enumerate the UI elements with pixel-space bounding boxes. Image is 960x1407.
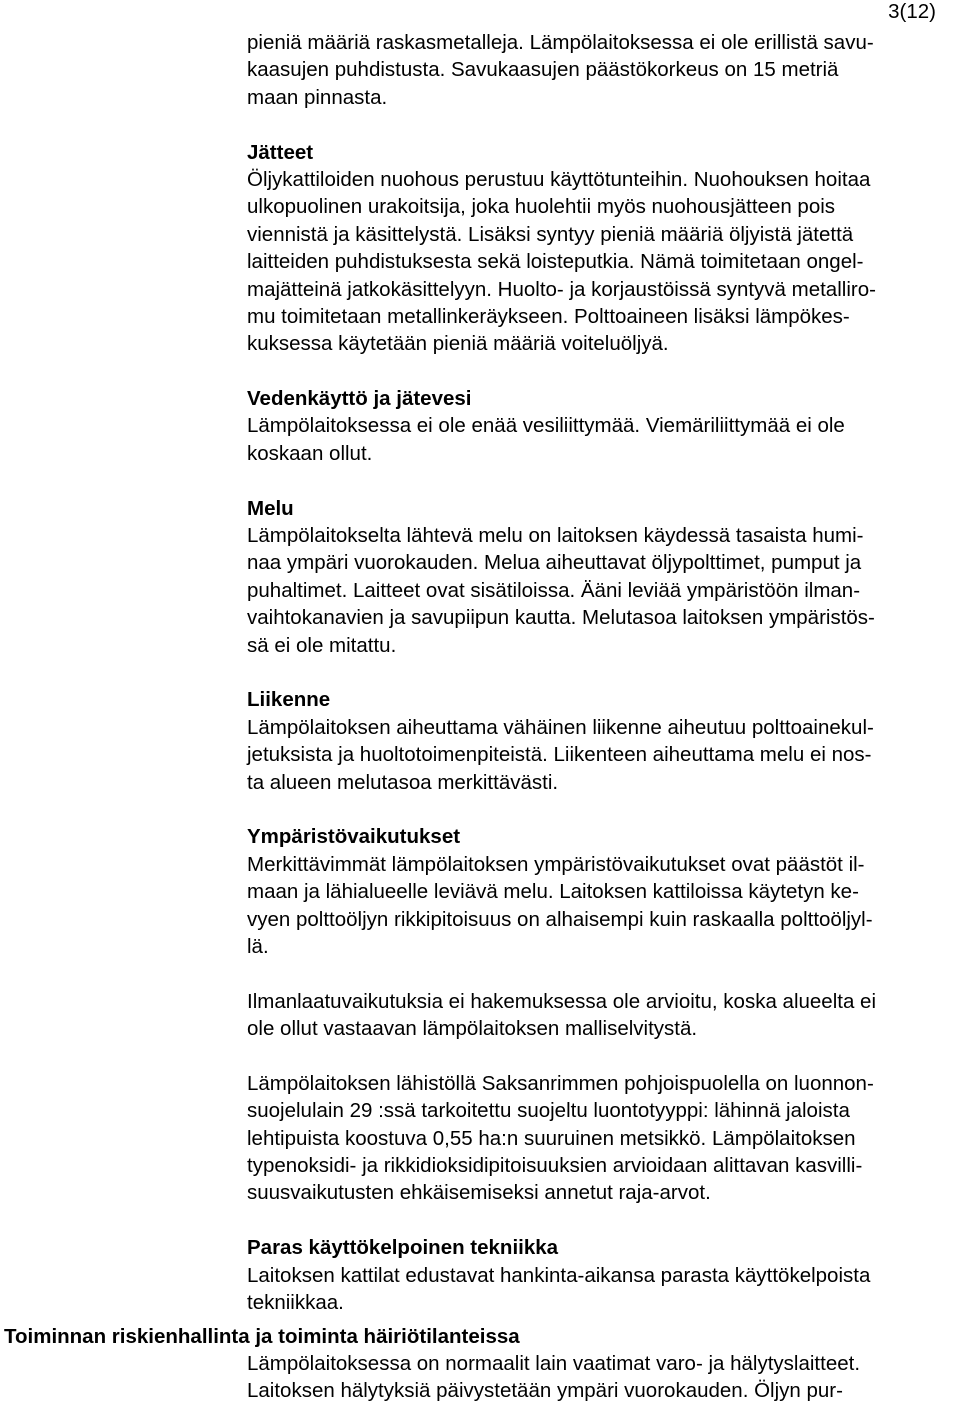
ymparisto-line: Merkittävimmät lämpölaitoksen ympäristövaikutukset ovat päästöt il- xyxy=(247,852,865,876)
luonto-line: suusvaikutusten ehkäisemiseksi annetut raja-arvot. xyxy=(247,1181,711,1205)
melu-line: vaihtokanavien ja savupiipun kautta. Melutasoa laitoksen ympäristös- xyxy=(247,606,875,630)
melu-line: sä ei ole mitattu. xyxy=(247,633,397,657)
melu-line: naa ympäri vuorokauden. Melua aiheuttavat öljypolttimet, pumput ja xyxy=(247,551,862,575)
vesi-line: Lämpölaitoksessa ei ole enää vesiliittymää. Viemäriliittymää ei ole xyxy=(247,414,845,438)
melu-line: Lämpölaitokselta lähtevä melu on laitoksen käydessä tasaista humi- xyxy=(247,524,864,548)
tekniikka-line: tekniikkaa. xyxy=(247,1290,344,1314)
ymparisto-line: vyen polttoöljyn rikkipitoisuus on alhaisempi kuin raskaalla polttoöljyl- xyxy=(247,907,873,931)
section-vesi xyxy=(247,385,960,467)
jatteet-heading: Jätteet xyxy=(247,140,314,164)
liikenne-heading: Liikenne xyxy=(247,688,331,712)
riskit-line: Lämpölaitoksessa on normaalit lain vaatimat varo- ja hälytyslaitteet. xyxy=(247,1352,861,1375)
jatteet-line: mu toimitetaan metallinkeräykseen. Polttoaineen lisäksi lämpökes- xyxy=(247,304,850,328)
section-jatteet xyxy=(247,139,960,358)
liikenne-line: jetuksista ja huoltotoimenpiteistä. Liikenteen aiheuttama melu ei nos- xyxy=(247,743,872,767)
luonto-line: typenoksidi- ja rikkidioksidipitoisuuksien arvioidaan alittavan kasvilli- xyxy=(247,1154,863,1178)
melu-line: puhaltimet. Laitteet ovat sisätiloissa. Ääni leviää ympäristöön ilman- xyxy=(247,578,861,602)
jatteet-line: laitteiden puhdistuksesta sekä loisteputkia. Nämä toimitetaan ongel- xyxy=(247,250,864,274)
ilmanlaatu-line: Ilmanlaatuvaikutuksia ei hakemuksessa ole arvioitu, koska alueelta ei xyxy=(247,989,877,1013)
tekniikka-line: Laitoksen kattilat edustavat hankinta-aikansa parasta käyttökelpoista xyxy=(247,1263,871,1287)
page-number: 3(12) xyxy=(888,0,936,23)
jatteet-line: viennistä ja käsittelystä. Lisäksi syntyy pieniä määriä öljyistä jätettä xyxy=(247,222,854,246)
jatteet-line: ulkopuolinen urakoitsija, joka huolehtii myös nuohousjätteen pois xyxy=(247,195,836,219)
main-column xyxy=(247,29,960,1316)
riskit-line: Laitoksen hälytyksiä päivystetään ympäri vuorokauden. Öljyn pur- xyxy=(247,1379,843,1403)
liikenne-line: ta alueen melutasoa merkittävästi. xyxy=(247,770,559,794)
luonto-line: Lämpölaitoksen lähistöllä Saksanrimmen pohjoispuolella on luonnon- xyxy=(247,1071,874,1095)
ymparisto-line: lä. xyxy=(247,934,269,958)
tekniikka-heading: Paras käyttökelpoinen tekniikka xyxy=(247,1236,559,1260)
jatteet-line: kuksessa käytetään pieniä määriä voiteluöljyä. xyxy=(247,332,669,356)
luonto-paragraph xyxy=(247,1070,960,1207)
intro-paragraph xyxy=(247,29,960,111)
vesi-heading: Vedenkäyttö ja jätevesi xyxy=(247,387,472,411)
liikenne-line: Lämpölaitoksen aiheuttama vähäinen liikenne aiheutuu polttoainekul- xyxy=(247,715,874,739)
melu-heading: Melu xyxy=(247,496,294,520)
riskit-body xyxy=(247,1350,960,1405)
jatteet-line: majätteinä jatkokäsittelyyn. Huolto- ja korjaustöissä syntyvä metalliro- xyxy=(247,277,876,301)
luonto-line: suojelulain 29 :ssä tarkoitettu suojeltu luontotyyppi: lähinnä jaloista xyxy=(247,1099,850,1123)
section-ymparisto xyxy=(247,823,960,960)
intro-line: maan pinnasta. xyxy=(247,85,388,109)
jatteet-line: Öljykattiloiden nuohous perustuu käyttötunteihin. Nuohouksen hoitaa xyxy=(247,167,871,191)
section-tekniikka xyxy=(247,1234,960,1316)
riskit-heading: Toiminnan riskienhallinta ja toiminta häiriötilanteissa xyxy=(4,1325,520,1348)
ymparisto-line: maan ja lähialueelle leviävä melu. Laitoksen kattiloissa käytetyn ke- xyxy=(247,880,859,904)
ymparisto-heading: Ympäristövaikutukset xyxy=(247,825,461,849)
section-liikenne xyxy=(247,686,960,796)
luonto-line: lehtipuista koostuva 0,55 ha:n suuruinen metsikkö. Lämpölaitoksen xyxy=(247,1126,856,1150)
ilmanlaatu-line: ole ollut vastaavan lämpölaitoksen malliselvitystä. xyxy=(247,1017,698,1041)
section-melu xyxy=(247,495,960,659)
vesi-line: koskaan ollut. xyxy=(247,441,373,465)
ilmanlaatu-paragraph xyxy=(247,988,960,1043)
intro-line: kaasujen puhdistusta. Savukaasujen päästökorkeus on 15 metriä xyxy=(247,58,839,82)
intro-line: pieniä määriä raskasmetalleja. Lämpölaitoksessa ei ole erillistä savu- xyxy=(247,31,874,54)
